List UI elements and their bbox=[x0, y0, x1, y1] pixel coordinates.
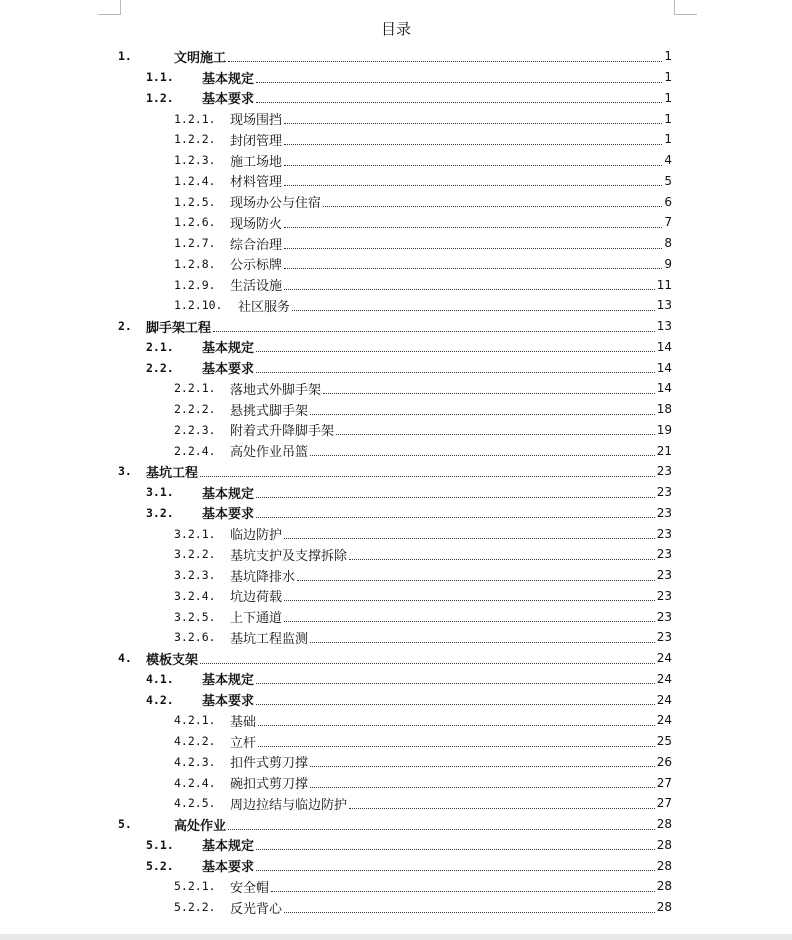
toc-entry[interactable] bbox=[0, 399, 792, 420]
toc-entry-label: 基本要求 bbox=[202, 507, 255, 523]
toc-entry-line[interactable] bbox=[174, 897, 672, 918]
toc-entry-line[interactable] bbox=[118, 814, 672, 835]
toc-entry-page-number: 1 bbox=[664, 70, 672, 85]
toc-entry-label: 基本规定 bbox=[202, 486, 255, 502]
toc-entry[interactable] bbox=[0, 503, 792, 524]
toc-entry-number: 1.1. bbox=[146, 70, 174, 85]
toc-entry-page-number: 1 bbox=[664, 49, 672, 64]
toc-entry-number: 1.2.8. bbox=[174, 256, 216, 271]
toc-entry-line[interactable] bbox=[174, 793, 672, 814]
toc-entry-label: 生活设施 bbox=[230, 279, 283, 295]
toc-entry-label: 扣件式剪刀撑 bbox=[230, 756, 309, 772]
toc-entry[interactable] bbox=[0, 772, 792, 793]
toc-entry-number: 2.1. bbox=[146, 339, 174, 354]
toc-entry-number: 4.2. bbox=[146, 692, 174, 707]
toc-dot-leader bbox=[284, 600, 655, 601]
toc-entry-number: 2.2.3. bbox=[174, 422, 216, 437]
toc-entry-line[interactable] bbox=[174, 295, 672, 316]
toc-entry-label: 社区服务 bbox=[238, 299, 291, 315]
toc-entry-number: 3.2.4. bbox=[174, 588, 216, 603]
toc-entry-number: 3.2.6. bbox=[174, 630, 216, 645]
toc-dot-leader bbox=[310, 414, 655, 415]
toc-entry-label: 综合治理 bbox=[230, 237, 283, 253]
toc-entry-label: 施工场地 bbox=[230, 154, 283, 170]
toc-dot-leader bbox=[256, 870, 655, 871]
toc-entry-label: 现场办公与住宿 bbox=[230, 196, 322, 212]
toc-entry-label: 脚手架工程 bbox=[146, 320, 212, 336]
toc-entry-page-number: 24 bbox=[656, 671, 672, 686]
toc-entry-line[interactable] bbox=[146, 88, 672, 109]
toc-entry-line[interactable] bbox=[174, 191, 672, 212]
table-of-contents bbox=[0, 46, 792, 918]
toc-entry-line[interactable] bbox=[174, 440, 672, 461]
toc-entry-page-number: 28 bbox=[656, 879, 672, 894]
toc-dot-leader bbox=[323, 206, 662, 207]
toc-entry[interactable] bbox=[0, 295, 792, 316]
toc-dot-leader bbox=[349, 559, 655, 560]
toc-entry-label: 基坑支护及支撑拆除 bbox=[230, 548, 348, 564]
toc-dot-leader bbox=[284, 538, 655, 539]
toc-entry-line[interactable] bbox=[174, 876, 672, 897]
toc-dot-leader bbox=[284, 268, 662, 269]
toc-entry-line[interactable] bbox=[174, 523, 672, 544]
toc-entry-label: 附着式升降脚手架 bbox=[230, 424, 335, 440]
toc-dot-leader bbox=[349, 808, 655, 809]
toc-entry-page-number: 24 bbox=[656, 692, 672, 707]
toc-entry-page-number: 24 bbox=[656, 713, 672, 728]
toc-dot-leader bbox=[284, 289, 655, 290]
toc-entry-page-number: 23 bbox=[656, 588, 672, 603]
toc-entry-line[interactable] bbox=[174, 565, 672, 586]
toc-entry-page-number: 27 bbox=[656, 775, 672, 790]
toc-entry-page-number: 4 bbox=[664, 153, 672, 168]
toc-entry-line[interactable] bbox=[174, 752, 672, 773]
toc-entry-line[interactable] bbox=[174, 129, 672, 150]
toc-entry-number: 5.1. bbox=[146, 837, 174, 852]
toc-entry-line[interactable] bbox=[118, 46, 672, 67]
toc-entry-label: 基本要求 bbox=[202, 92, 255, 108]
toc-entry-line[interactable] bbox=[118, 316, 672, 337]
toc-entry-label: 基本规定 bbox=[202, 71, 255, 87]
toc-entry-page-number: 23 bbox=[656, 609, 672, 624]
toc-entry-number: 4.2.4. bbox=[174, 775, 216, 790]
toc-dot-leader bbox=[256, 704, 655, 705]
toc-entry-label: 基坑降排水 bbox=[230, 569, 296, 585]
toc-entry-label: 基本要求 bbox=[202, 694, 255, 710]
toc-entry-number: 5.2.1. bbox=[174, 879, 216, 894]
page-bottom-edge bbox=[0, 934, 792, 940]
toc-entry[interactable] bbox=[0, 191, 792, 212]
toc-dot-leader bbox=[258, 746, 655, 747]
toc-dot-leader bbox=[323, 393, 655, 394]
toc-entry-line[interactable] bbox=[174, 772, 672, 793]
toc-entry-number: 5. bbox=[118, 817, 132, 832]
toc-entry-line[interactable] bbox=[174, 171, 672, 192]
toc-entry-line[interactable] bbox=[146, 689, 672, 710]
toc-entry[interactable] bbox=[0, 420, 792, 441]
toc-entry-page-number: 27 bbox=[656, 796, 672, 811]
toc-entry-page-number: 21 bbox=[656, 443, 672, 458]
toc-dot-leader bbox=[213, 331, 655, 332]
toc-entry[interactable] bbox=[0, 689, 792, 710]
toc-entry-label: 高处作业 bbox=[174, 818, 227, 834]
toc-entry-page-number: 19 bbox=[656, 422, 672, 437]
toc-entry-label: 落地式外脚手架 bbox=[230, 382, 322, 398]
toc-entry[interactable] bbox=[0, 586, 792, 607]
toc-entry[interactable] bbox=[0, 814, 792, 835]
toc-entry[interactable] bbox=[0, 67, 792, 88]
toc-entry-label: 碗扣式剪刀撑 bbox=[230, 777, 309, 793]
toc-entry-page-number: 18 bbox=[656, 402, 672, 417]
toc-dot-leader bbox=[284, 144, 662, 145]
toc-dot-leader bbox=[256, 683, 655, 684]
toc-entry-number: 3.2.3. bbox=[174, 568, 216, 583]
toc-entry[interactable] bbox=[0, 482, 792, 503]
toc-entry-page-number: 23 bbox=[656, 547, 672, 562]
toc-entry[interactable] bbox=[0, 523, 792, 544]
toc-entry-page-number: 23 bbox=[656, 464, 672, 479]
toc-entry-page-number: 1 bbox=[664, 111, 672, 126]
toc-entry[interactable] bbox=[0, 274, 792, 295]
toc-entry[interactable] bbox=[0, 254, 792, 275]
toc-entry-number: 1.2.4. bbox=[174, 173, 216, 188]
toc-entry[interactable] bbox=[0, 731, 792, 752]
toc-entry-page-number: 6 bbox=[664, 194, 672, 209]
toc-entry-page-number: 28 bbox=[656, 900, 672, 915]
toc-entry-page-number: 28 bbox=[656, 817, 672, 832]
toc-entry-page-number: 5 bbox=[664, 173, 672, 188]
toc-dot-leader bbox=[297, 580, 655, 581]
toc-entry-line[interactable] bbox=[146, 855, 672, 876]
toc-entry-number: 1.2.10. bbox=[174, 298, 223, 313]
toc-entry-line[interactable] bbox=[174, 378, 672, 399]
toc-entry-page-number: 28 bbox=[656, 858, 672, 873]
toc-entry[interactable] bbox=[0, 357, 792, 378]
toc-entry-line[interactable] bbox=[174, 108, 672, 129]
toc-entry-label: 立杆 bbox=[230, 735, 257, 751]
toc-entry-number: 3.2.2. bbox=[174, 547, 216, 562]
toc-entry-page-number: 11 bbox=[656, 277, 672, 292]
toc-entry[interactable] bbox=[0, 669, 792, 690]
toc-entry-label: 上下通道 bbox=[230, 611, 283, 627]
toc-entry-page-number: 13 bbox=[656, 319, 672, 334]
toc-dot-leader bbox=[256, 351, 655, 352]
toc-entry[interactable] bbox=[0, 835, 792, 856]
toc-entry-number: 3.2. bbox=[146, 505, 174, 520]
toc-entry[interactable] bbox=[0, 150, 792, 171]
toc-entry-number: 4.2.3. bbox=[174, 754, 216, 769]
toc-entry-page-number: 14 bbox=[656, 381, 672, 396]
toc-entry-line[interactable] bbox=[146, 67, 672, 88]
toc-entry-label: 基坑工程监测 bbox=[230, 631, 309, 647]
toc-entry-line[interactable] bbox=[174, 710, 672, 731]
toc-entry-label: 悬挑式脚手架 bbox=[230, 403, 309, 419]
toc-entry-page-number: 25 bbox=[656, 734, 672, 749]
toc-entry-number: 3.2.1. bbox=[174, 526, 216, 541]
toc-entry-label: 反光背心 bbox=[230, 901, 283, 917]
toc-entry-number: 1.2.2. bbox=[174, 132, 216, 147]
toc-dot-leader bbox=[256, 82, 662, 83]
toc-entry[interactable] bbox=[0, 461, 792, 482]
toc-dot-leader bbox=[284, 165, 662, 166]
toc-entry-line[interactable] bbox=[174, 254, 672, 275]
toc-dot-leader bbox=[284, 227, 662, 228]
toc-entry[interactable] bbox=[0, 440, 792, 461]
toc-dot-leader bbox=[284, 912, 655, 913]
toc-entry[interactable] bbox=[0, 337, 792, 358]
toc-entry-line[interactable] bbox=[174, 233, 672, 254]
toc-dot-leader bbox=[200, 476, 655, 477]
toc-entry-label: 模板支架 bbox=[146, 652, 199, 668]
toc-entry[interactable] bbox=[0, 544, 792, 565]
toc-dot-leader bbox=[310, 642, 655, 643]
toc-dot-leader bbox=[310, 787, 655, 788]
toc-entry-label: 基本要求 bbox=[202, 860, 255, 876]
toc-entry-line[interactable] bbox=[118, 648, 672, 669]
toc-entry-number: 3.2.5. bbox=[174, 609, 216, 624]
toc-entry-line[interactable] bbox=[174, 627, 672, 648]
toc-entry[interactable] bbox=[0, 793, 792, 814]
toc-dot-leader bbox=[228, 61, 662, 62]
toc-entry-page-number: 1 bbox=[664, 90, 672, 105]
toc-dot-leader bbox=[258, 725, 655, 726]
toc-dot-leader bbox=[284, 248, 662, 249]
toc-entry-page-number: 23 bbox=[656, 485, 672, 500]
toc-entry-number: 1.2.6. bbox=[174, 215, 216, 230]
toc-entry-page-number: 23 bbox=[656, 568, 672, 583]
toc-entry-line[interactable] bbox=[174, 544, 672, 565]
toc-entry-number: 2.2. bbox=[146, 360, 174, 375]
toc-entry-label: 高处作业吊篮 bbox=[230, 445, 309, 461]
toc-dot-leader bbox=[256, 517, 655, 518]
toc-entry-number: 1.2.7. bbox=[174, 236, 216, 251]
toc-dot-leader bbox=[284, 621, 655, 622]
toc-entry-label: 基本规定 bbox=[202, 673, 255, 689]
toc-entry-line[interactable] bbox=[174, 420, 672, 441]
toc-entry-number: 4.2.5. bbox=[174, 796, 216, 811]
toc-entry-number: 2.2.4. bbox=[174, 443, 216, 458]
toc-dot-leader bbox=[256, 849, 655, 850]
toc-entry[interactable] bbox=[0, 46, 792, 67]
toc-entry-number: 1.2.3. bbox=[174, 153, 216, 168]
toc-entry-page-number: 1 bbox=[664, 132, 672, 147]
toc-entry-label: 文明施工 bbox=[174, 50, 227, 66]
toc-entry-number: 5.2. bbox=[146, 858, 174, 873]
toc-entry[interactable] bbox=[0, 171, 792, 192]
toc-entry-label: 周边拉结与临边防护 bbox=[230, 797, 348, 813]
toc-entry-label: 安全帽 bbox=[230, 880, 270, 896]
toc-entry-label: 基坑工程 bbox=[146, 465, 199, 481]
toc-entry-line[interactable] bbox=[174, 274, 672, 295]
crop-mark-top-left bbox=[98, 0, 121, 15]
toc-entry-label: 现场围挡 bbox=[230, 113, 283, 129]
toc-entry-number: 2. bbox=[118, 319, 132, 334]
toc-dot-leader bbox=[200, 663, 655, 664]
toc-entry-page-number: 9 bbox=[664, 256, 672, 271]
toc-entry-number: 5.2.2. bbox=[174, 900, 216, 915]
toc-dot-leader bbox=[284, 185, 662, 186]
toc-entry-line[interactable] bbox=[174, 150, 672, 171]
toc-entry[interactable] bbox=[0, 876, 792, 897]
toc-entry-number: 2.2.2. bbox=[174, 402, 216, 417]
toc-entry-page-number: 24 bbox=[656, 651, 672, 666]
toc-title: 目录 bbox=[380, 20, 411, 38]
toc-entry-line[interactable] bbox=[146, 337, 672, 358]
toc-entry-label: 现场防火 bbox=[230, 216, 283, 232]
toc-entry[interactable] bbox=[0, 606, 792, 627]
toc-entry-number: 4.1. bbox=[146, 671, 174, 686]
toc-entry-label: 基本规定 bbox=[202, 341, 255, 357]
toc-entry-number: 1. bbox=[118, 49, 132, 64]
toc-entry-number: 3. bbox=[118, 464, 132, 479]
toc-entry[interactable] bbox=[0, 648, 792, 669]
toc-entry-page-number: 26 bbox=[656, 754, 672, 769]
toc-entry[interactable] bbox=[0, 233, 792, 254]
toc-entry-label: 坑边荷载 bbox=[230, 590, 283, 606]
crop-mark-top-right bbox=[674, 0, 697, 15]
toc-entry-line[interactable] bbox=[146, 669, 672, 690]
toc-entry-page-number: 23 bbox=[656, 630, 672, 645]
toc-entry-number: 4.2.2. bbox=[174, 734, 216, 749]
toc-entry-number: 1.2. bbox=[146, 90, 174, 105]
toc-entry[interactable] bbox=[0, 88, 792, 109]
toc-entry-number: 1.2.1. bbox=[174, 111, 216, 126]
toc-entry-line[interactable] bbox=[118, 461, 672, 482]
toc-entry-label: 基本要求 bbox=[202, 362, 255, 378]
toc-dot-leader bbox=[228, 829, 655, 830]
toc-entry-label: 基础 bbox=[230, 714, 257, 730]
toc-entry[interactable] bbox=[0, 212, 792, 233]
toc-entry-page-number: 13 bbox=[656, 298, 672, 313]
toc-entry[interactable] bbox=[0, 378, 792, 399]
toc-entry[interactable] bbox=[0, 108, 792, 129]
toc-entry-number: 4. bbox=[118, 651, 132, 666]
toc-entry-page-number: 28 bbox=[656, 837, 672, 852]
toc-entry-label: 基本规定 bbox=[202, 839, 255, 855]
toc-entry-label: 封闭管理 bbox=[230, 133, 283, 149]
toc-dot-leader bbox=[310, 766, 655, 767]
toc-entry-page-number: 7 bbox=[664, 215, 672, 230]
toc-entry-page-number: 23 bbox=[656, 526, 672, 541]
toc-dot-leader bbox=[256, 102, 662, 103]
toc-entry-page-number: 8 bbox=[664, 236, 672, 251]
toc-entry[interactable] bbox=[0, 855, 792, 876]
toc-entry-line[interactable] bbox=[174, 731, 672, 752]
toc-dot-leader bbox=[256, 497, 655, 498]
toc-entry-line[interactable] bbox=[146, 503, 672, 524]
toc-entry-number: 1.2.5. bbox=[174, 194, 216, 209]
toc-dot-leader bbox=[284, 123, 662, 124]
toc-entry-line[interactable] bbox=[174, 606, 672, 627]
toc-entry-line[interactable] bbox=[146, 482, 672, 503]
toc-entry-label: 临边防护 bbox=[230, 528, 283, 544]
toc-entry[interactable] bbox=[0, 710, 792, 731]
toc-dot-leader bbox=[310, 455, 655, 456]
toc-entry-page-number: 14 bbox=[656, 360, 672, 375]
toc-dot-leader bbox=[336, 434, 655, 435]
toc-entry-page-number: 14 bbox=[656, 339, 672, 354]
toc-entry[interactable] bbox=[0, 565, 792, 586]
toc-entry-line[interactable] bbox=[146, 835, 672, 856]
toc-entry-label: 材料管理 bbox=[230, 175, 283, 191]
toc-entry-number: 1.2.9. bbox=[174, 277, 216, 292]
toc-dot-leader bbox=[256, 372, 655, 373]
toc-entry-number: 3.1. bbox=[146, 485, 174, 500]
toc-entry[interactable] bbox=[0, 316, 792, 337]
toc-entry-page-number: 23 bbox=[656, 505, 672, 520]
toc-dot-leader bbox=[292, 310, 655, 311]
toc-entry-number: 2.2.1. bbox=[174, 381, 216, 396]
toc-entry[interactable] bbox=[0, 129, 792, 150]
toc-entry-number: 4.2.1. bbox=[174, 713, 216, 728]
toc-entry-line[interactable] bbox=[174, 212, 672, 233]
toc-entry[interactable] bbox=[0, 897, 792, 918]
toc-entry-label: 公示标牌 bbox=[230, 258, 283, 274]
toc-entry[interactable] bbox=[0, 627, 792, 648]
toc-entry-line[interactable] bbox=[174, 399, 672, 420]
toc-dot-leader bbox=[271, 891, 655, 892]
toc-entry-line[interactable] bbox=[174, 586, 672, 607]
toc-entry[interactable] bbox=[0, 752, 792, 773]
toc-entry-line[interactable] bbox=[146, 357, 672, 378]
